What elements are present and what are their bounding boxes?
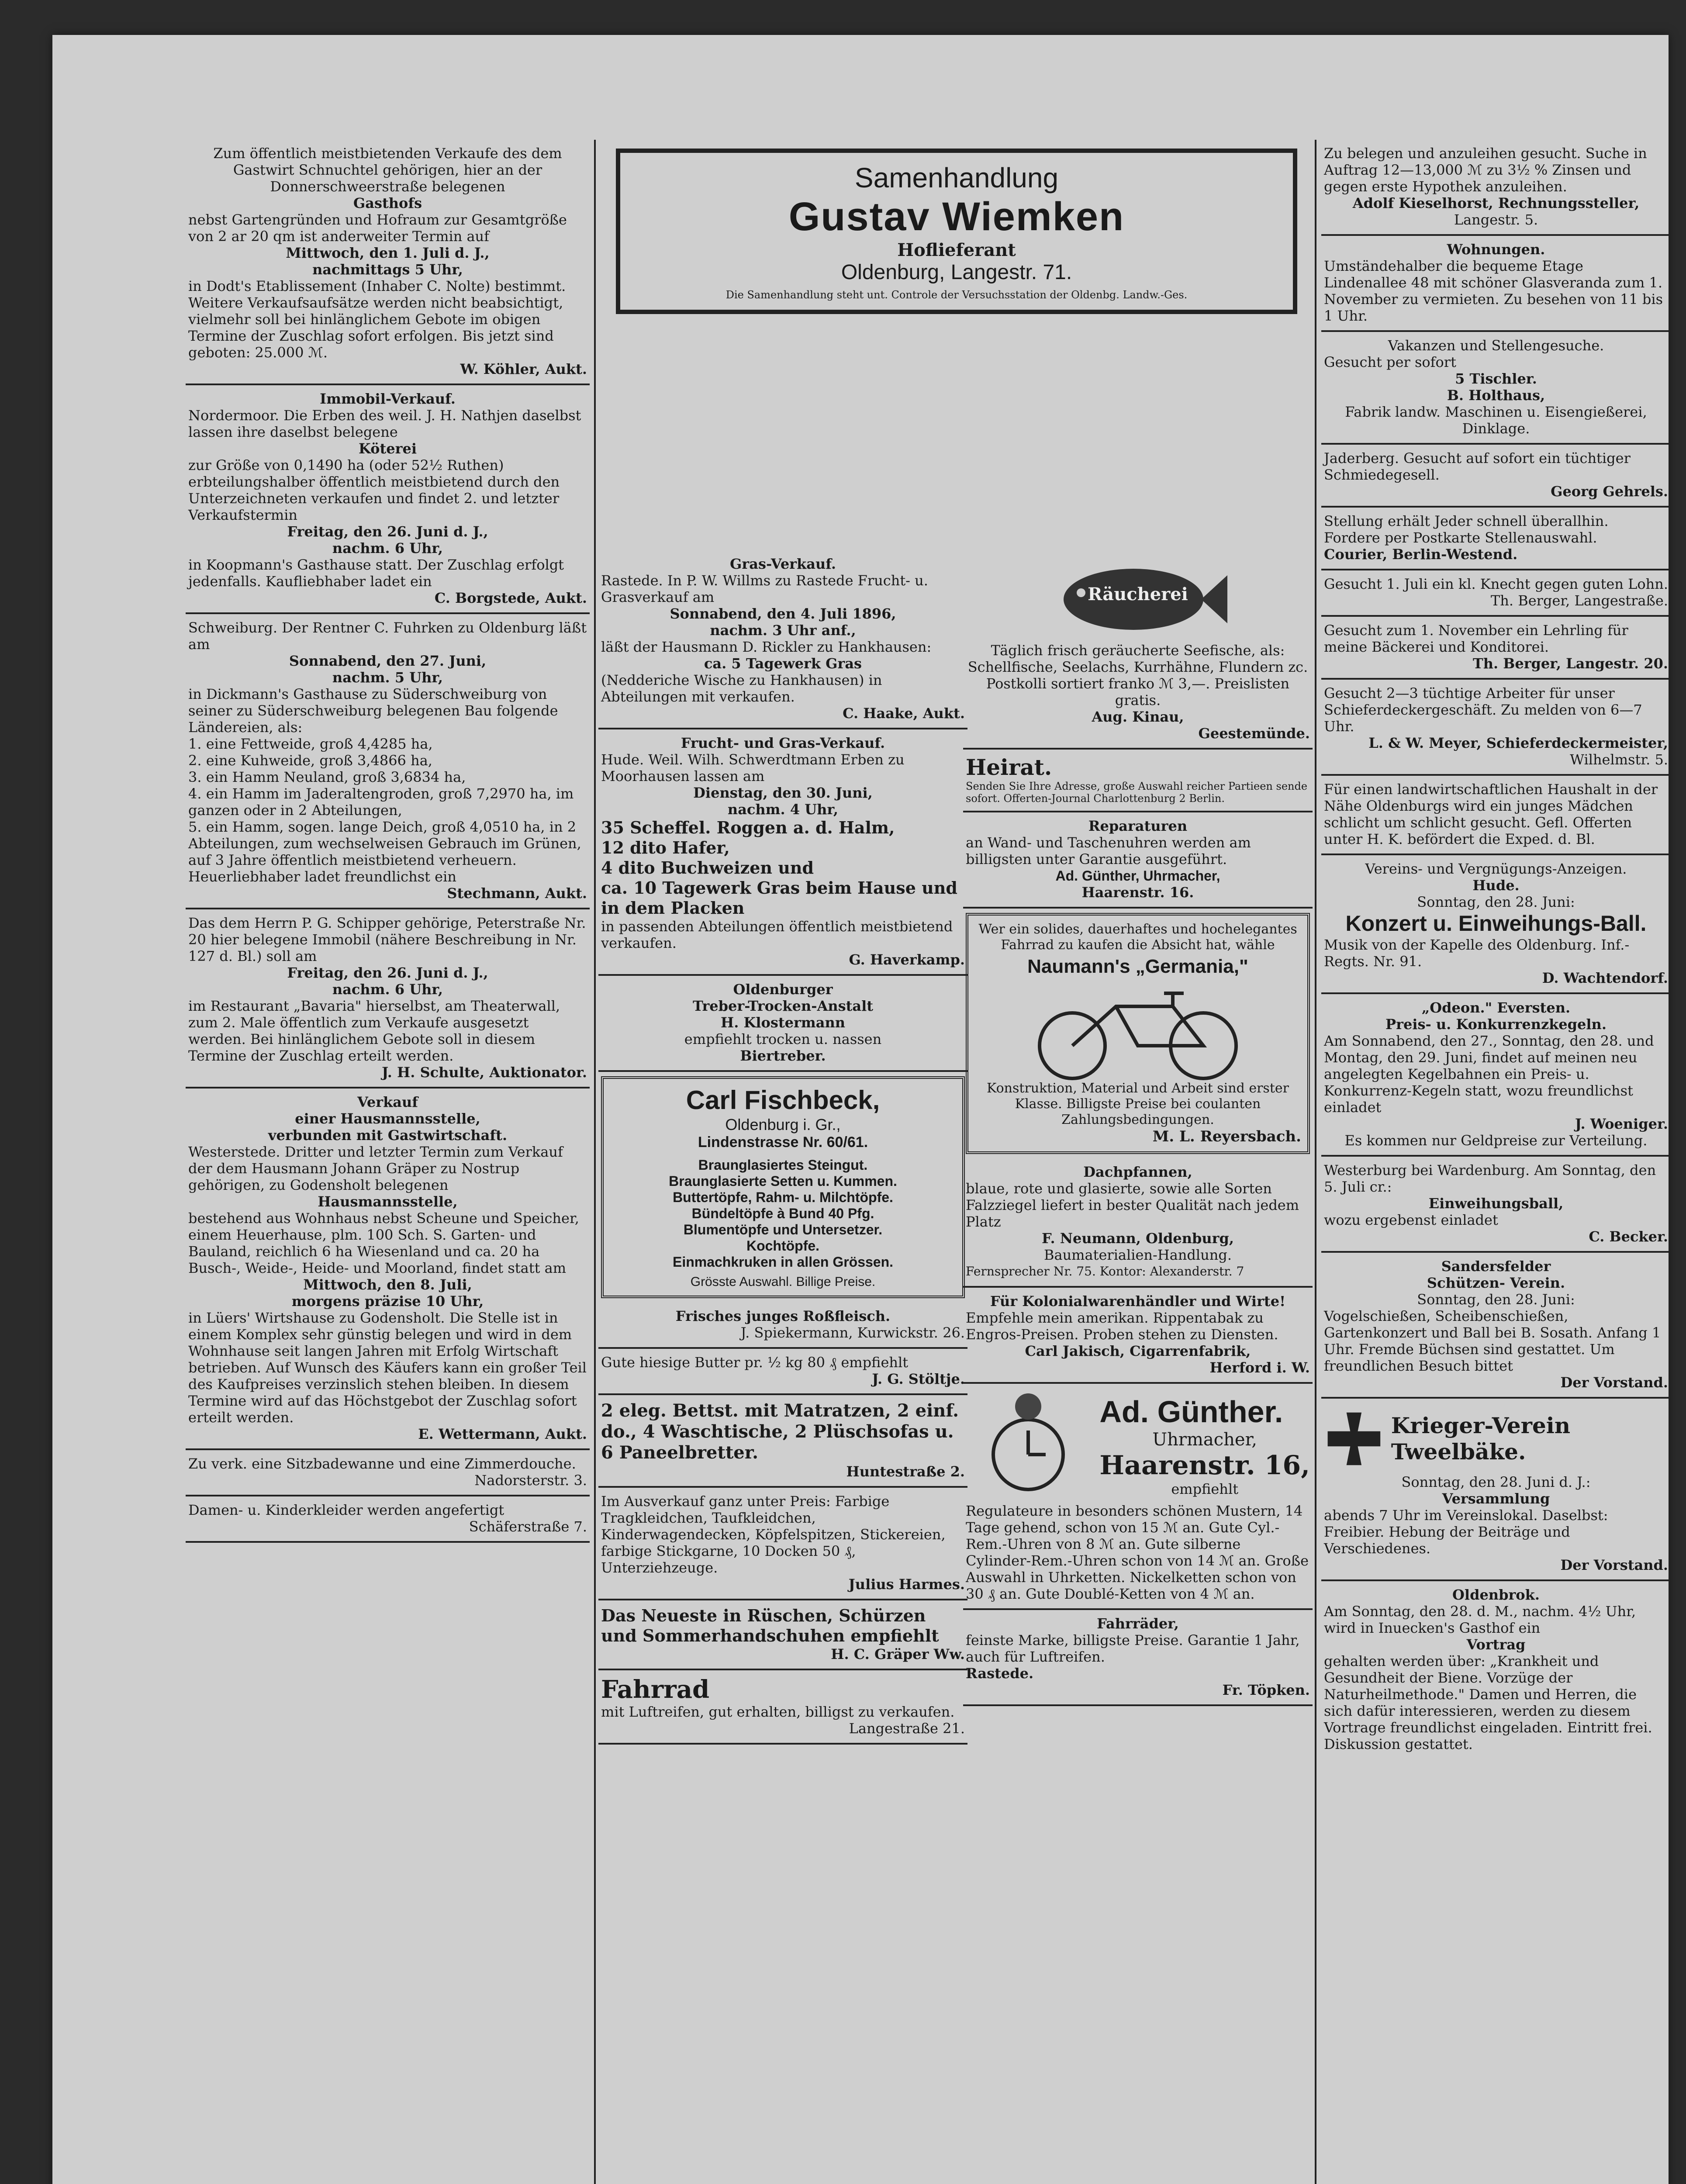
list-item: 1. eine Fettweide, groß 4,4285 ha, <box>188 736 433 752</box>
ad-title: Hude. <box>1472 877 1520 894</box>
ad-immobil <box>186 385 590 614</box>
ad-body: abends 7 Uhr im Vereinslokal. Daselbst: Freibier. Hebung der Beiträge und Verschiedenes. <box>1324 1507 1608 1557</box>
ad-body: (Nedderiche Wische zu Hankhausen) in Abteilungen mit verkaufen. <box>601 672 882 705</box>
ad-subtitle: Baumaterialien-Handlung. <box>1043 1247 1232 1263</box>
ad-sandersfelder <box>1321 1253 1669 1399</box>
ad-signature: J. H. Schulte, Auktionator. <box>382 1064 587 1081</box>
ad-signature: Der Vorstand. <box>1560 1557 1668 1573</box>
ad-body: läßt der Hausmann D. Rickler zu Hankhausen: <box>601 639 932 655</box>
ad-address: Wilhelmstr. 5. <box>1570 751 1668 768</box>
ad-fahrraeder <box>963 1610 1313 1706</box>
ad-body: 2 eleg. Bettst. mit Matratzen, 2 einf. do., 4 Waschtische, 2 Plüschsofas u. 6 Paneelbretter. <box>601 1400 959 1463</box>
ad-address: Lindenstrasse Nr. 60/61. <box>698 1134 868 1151</box>
ad-signature: Ad. Günther, Uhrmacher, <box>1055 868 1220 884</box>
ad-body: gehalten werden über: „Krankheit und Gesundheit der Biene. Vorzüge der Naturheilmethode." Damen und Herren, die sich dafür interessieren, werden zu diesem Vortrage freundlichst eingeladen. Eintritt frei. Diskussion gestattet. <box>1324 1653 1652 1752</box>
ad-signature: C. Borgstede, Aukt. <box>434 590 587 606</box>
ad-title: Ad. Günther. <box>1099 1395 1283 1429</box>
ad-fischbeck <box>601 1076 965 1298</box>
ad-date: Mittwoch, den 1. Juli d. J., <box>286 245 490 261</box>
ad-signature: Aug. Kinau, <box>1092 708 1184 725</box>
ad-title: Wohnungen. <box>1447 241 1545 258</box>
ad-treber <box>598 976 967 1072</box>
ad-schweiburg <box>186 614 590 909</box>
ad-title: Oldenbrok. <box>1452 1586 1540 1603</box>
ad-lehrling <box>1321 617 1669 680</box>
ad-kleider <box>186 1496 590 1543</box>
ad-signature: G. Haverkamp. <box>849 951 965 968</box>
ad-line: Treber-Trocken-Anstalt <box>692 998 874 1014</box>
ad-body: Täglich frisch geräucherte Seefische, als: Schellfische, Seelachs, Kurrhähne, Flundern zc. Postkolli sortiert franko ℳ 3,—. Preislisten gratis. <box>967 642 1308 708</box>
ad-footer: Es kommen nur Geldpreise zur Verteilung. <box>1344 1132 1648 1149</box>
ad-odeon <box>1321 994 1669 1157</box>
ad-body: Am Sonntag, den 28. d. M., nachm. 4½ Uhr, wird in Inuecken's Gasthof ein <box>1324 1603 1636 1636</box>
ad-signature: B. Holthaus, <box>1447 387 1545 404</box>
ad-body: Vogelschießen, Scheibenschießen, Gartenkonzert und Ball bei B. Sosath. Anfang 1 Uhr. Fremde Büchsen sind gestattet. Um freundlichen Besuch bittet <box>1324 1308 1661 1374</box>
ad-signature: F. Neumann, Oldenburg, <box>1041 1230 1234 1247</box>
ad-title: „Odeon." Eversten. <box>1421 999 1571 1016</box>
ad-address: Schäferstraße 7. <box>469 1518 587 1535</box>
ad-hude <box>1321 855 1669 994</box>
ad-body: Umständehalber die bequeme Etage Lindenallee 48 mit schöner Glasveranda zum 1. November zu vermieten. Zu besehen von 11 bis 1 Uhr. <box>1324 258 1663 324</box>
ad-body: Das Neueste in Rüschen, Schürzen und Sommerhandschuhen empfiehlt <box>601 1606 939 1645</box>
ad-highlight: Konzert u. Einweihungs-Ball. <box>1345 911 1647 936</box>
ad-body: Empfehle mein amerikan. Rippentabak zu Engros-Preisen. Proben stehen zu Diensten. <box>966 1310 1278 1343</box>
ad-title: Heirat. <box>966 754 1052 780</box>
ad-body: Das dem Herrn P. G. Schipper gehörige, Peterstraße Nr. 20 hier belegene Immobil (nähere Beschreibung in Nr. 127 d. Bl.) soll am <box>188 915 586 964</box>
ad-signature: Julius Harmes. <box>848 1576 965 1593</box>
ad-heirat <box>963 750 1313 812</box>
ad-date: Dienstag, den 30. Juni, <box>693 784 873 801</box>
ad-highlight: Versammlung <box>1442 1490 1550 1507</box>
ad-line: empfiehlt trocken u. nassen <box>684 1031 882 1047</box>
logo-address: Oldenburg, Langestr. 71. <box>841 261 1072 284</box>
ad-highlight: ca. 5 Tagewerk Gras <box>704 655 862 672</box>
list-item: 4 dito Buchweizen und <box>601 858 814 878</box>
ad-body: Gute hiesige Butter pr. ½ kg 80 ₰ empfiehlt <box>601 1354 909 1371</box>
ad-body: in passenden Abteilungen öffentlich meistbietend verkaufen. <box>601 918 953 951</box>
list-item: 4. ein Hamm im Jaderaltengroden, groß 7,2970 ha, im ganzen oder in 2 Abteilungen, <box>188 785 574 819</box>
ad-intro: Nordermoor. Die Erben des weil. J. H. Nathjen daselbst lassen ihre daselbst belegene <box>188 407 581 440</box>
ad-place: Rastede. <box>966 1665 1034 1682</box>
ad-subtitle: Fabrik landw. Maschinen u. Eisengießerei, Dinklage. <box>1345 404 1647 437</box>
ad-signature: Stechmann, Aukt. <box>447 885 587 902</box>
ad-title: Naumann's „Germania," <box>1027 956 1248 977</box>
ad-date: Freitag, den 26. Juni d. J., <box>287 964 488 981</box>
ad-intro: Zum öffentlich meistbietenden Verkaufe des dem Gastwirt Schnuchtel gehörigen, hier an der Donnerschweerstraße belegenen <box>213 145 562 195</box>
ad-body: blaue, rote und glasierte, sowie alle Sorten Falzziegel liefert in bester Qualität nach jedem Platz <box>966 1180 1299 1230</box>
ad-line: verbunden mit Gastwirtschaft. <box>268 1127 508 1144</box>
ad-signature: J. Spiekermann, Kurwickstr. 26. <box>740 1324 965 1341</box>
fish-label: Räucherei <box>1088 584 1188 605</box>
ad-intro: Schweiburg. Der Rentner C. Fuhrken zu Oldenburg läßt am <box>188 619 587 653</box>
ad-ausverkauf <box>598 1488 967 1600</box>
ad-body: Stellung erhält Jeder schnell überallhin. Fordere per Postkarte Stellenauswahl. <box>1324 513 1609 546</box>
clock-angel-icon <box>980 1389 1076 1503</box>
ad-footer: Grösste Auswahl. Billige Preise. <box>690 1275 876 1289</box>
samenhandlung-logo <box>616 149 1297 314</box>
list-item: Blumentöpfe und Untersetzer. <box>683 1222 883 1237</box>
ad-gras <box>598 550 967 729</box>
ad-time: nachmittags 5 Uhr, <box>312 261 463 278</box>
ad-date: Sonntag, den 28. Juni d. J.: <box>1401 1474 1591 1490</box>
ad-time: nachm. 6 Uhr, <box>332 981 443 998</box>
ad-body: Gesucht per sofort <box>1324 354 1456 370</box>
ad-title: Gasthofs <box>353 195 422 211</box>
ad-title: Fahrrad <box>601 1675 710 1704</box>
ad-signature: M. L. Reyersbach. <box>1152 1128 1301 1145</box>
ad-body: Westerburg bei Wardenburg. Am Sonntag, den 5. Juli cr.: <box>1324 1162 1656 1195</box>
ad-signature: C. Becker. <box>1589 1228 1668 1245</box>
ad-butter <box>598 1349 967 1395</box>
ad-body: Westerstede. Dritter und letzter Termin zum Verkauf der dem Hausmann Johann Gräper zu Nostrup gehörigen, zu Godensholt belegenen <box>188 1144 563 1193</box>
ad-dachpfannen <box>963 1158 1313 1288</box>
ad-title: Krieger-Verein Tweelbäke. <box>1391 1413 1571 1465</box>
ad-address: Nadorsterstr. 3. <box>474 1472 587 1489</box>
ad-body: Gesucht 1. Juli ein kl. Knecht gegen guten Lohn. <box>1324 576 1669 592</box>
section-heading: Vereins- und Vergnügungs-Anzeigen. <box>1365 860 1627 877</box>
ad-highlight: Vortrag <box>1466 1636 1526 1653</box>
logo-role: Hoflieferant <box>897 240 1016 260</box>
ad-gasthof <box>186 140 590 385</box>
ad-body: in Lüers' Wirtshause zu Godensholt. Die Stelle ist in einem Komplex sehr günstig belegen und wird in dem Wohnhause seit langen Jahren mit Erfolg Wirtschaft betrieben. Auf Wunsch des Käufers kann ein großer Teil des Kaufpreises verzinslich stehen bleiben. In diesem Termine wird auf das Höchstgebot der Zuschlag sofort erteilt werden. <box>188 1310 587 1426</box>
ad-hypothek <box>1321 140 1669 236</box>
ad-title: Für Kolonialwarenhändler und Wirte! <box>990 1293 1286 1310</box>
ad-signature: C. Haake, Aukt. <box>843 705 965 722</box>
ad-stellung <box>1321 508 1669 570</box>
ad-line: Biertreber. <box>740 1047 826 1064</box>
list-item: Braunglasiertes Steingut. <box>698 1157 868 1173</box>
ad-title: Reparaturen <box>1088 818 1188 834</box>
column-rule <box>594 140 596 2184</box>
ad-line: empfiehlt <box>1171 1481 1239 1497</box>
ad-city: Herford i. W. <box>1209 1359 1310 1376</box>
ad-line: wozu ergebenst einladet <box>1324 1212 1498 1228</box>
ad-body: Am Sonnabend, den 27., Sonntag, den 28. und Montag, den 29. Juni, findet auf meinen neu angelegten Kegelbahnen ein Preis- u. Konkurrenz-Kegeln statt, wozu freundlichst einladet <box>1324 1033 1654 1116</box>
ad-body: Zu verk. eine Sitzbadewanne und eine Zimmerdouche. <box>188 1455 576 1472</box>
ad-city: Geestemünde. <box>1198 725 1310 742</box>
ad-body: bestehend aus Wohnhaus nebst Scheune und Speicher, einem Heuerhause, plm. 100 Sch. S. Garten- und Bauland, reichlich 6 ha Wiesenland und ca. 20 ha Busch-, Weide-, Heide- und Moorland, findet statt am <box>188 1210 579 1276</box>
ad-body: Im Ausverkauf ganz unter Preis: Farbige Tragkleidchen, Taufkleidchen, Kinderwagendecken, Köpfelspitzen, Stickereien, farbige Stickgarne, 10 Docken 50 ₰, Unterziehzeuge. <box>601 1493 946 1576</box>
ad-body: Regulateure in besonders schönen Mustern, 14 Tage gehend, schon von 15 ℳ an. Gute Cyl.-Rem.-Uhren von 8 ℳ an. Gute silberne Cylinder-Rem.-Uhren schon von 14 ℳ an. Große Auswahl in Uhrketten. Nickelketten schon von 30 ₰ an. Gute Doublé-Ketten von 4 ℳ an. <box>966 1503 1309 1602</box>
ad-signature: E. Wettermann, Aukt. <box>418 1426 587 1442</box>
column-2 <box>598 550 967 1745</box>
ad-subtitle: einer Hausmannsstelle, <box>295 1110 480 1127</box>
ad-kolonial <box>963 1288 1313 1384</box>
ad-signature: Courier, Berlin-Westend. <box>1324 546 1518 563</box>
ad-subtitle: Köterei <box>359 440 417 457</box>
list-item: 12 dito Hafer, <box>601 838 730 857</box>
ad-signature: Georg Gehrels. <box>1551 483 1668 500</box>
ad-body: Frisches junges Roßfleisch. <box>675 1308 891 1324</box>
column-1 <box>186 140 590 1543</box>
ad-date: Sonnabend, den 4. Juli 1896, <box>670 605 896 622</box>
iron-cross-icon <box>1324 1404 1384 1474</box>
samenhandlung-ad <box>598 140 1315 323</box>
list-item: ca. 10 Tagewerk Gras beim Hause und in dem Placken <box>601 878 957 918</box>
ad-frucht <box>598 729 967 976</box>
column-4 <box>1321 140 1669 1759</box>
list-item: Kochtöpfe. <box>746 1238 820 1254</box>
ad-role: Uhrmacher, <box>1152 1430 1258 1450</box>
ad-address: Langestr. 5. <box>1454 211 1538 228</box>
ad-reparaturen <box>963 812 1313 909</box>
ad-title: 5 Tischler. <box>1455 370 1537 387</box>
ad-date: Sonntag, den 28. Juni: <box>1417 1291 1575 1308</box>
ad-fahrrad <box>598 1670 967 1745</box>
ad-address: Langestraße 21. <box>849 1720 965 1737</box>
ad-title: Dachpfannen, <box>1083 1164 1192 1180</box>
ad-title: Schützen- Verein. <box>1427 1275 1565 1291</box>
ad-title: Hausmannsstelle, <box>318 1193 458 1210</box>
ad-address: Haarenstr. 16. <box>1081 884 1194 901</box>
ad-line: Oldenburg i. Gr., <box>725 1116 841 1133</box>
ad-body: Hude. Weil. Wilh. Schwerdtmann Erben zu Moorhausen lassen am <box>601 751 905 784</box>
ad-time: nachm. 6 Uhr, <box>332 540 443 556</box>
ad-contact: Fernsprecher Nr. 75. Kontor: Alexanderstr. 7 <box>966 1264 1244 1279</box>
ad-signature: Carl Jakisch, Cigarrenfabrik, <box>1025 1343 1251 1359</box>
logo-top: Samenhandlung <box>854 162 1059 194</box>
list-item: Einmachkruken in allen Grössen. <box>672 1254 894 1270</box>
ad-body: Wer ein solides, dauerhaftes und hochelegantes Fahrrad zu kaufen die Absicht hat, wähle <box>978 922 1297 953</box>
ad-date: Freitag, den 26. Juni d. J., <box>287 523 488 540</box>
ad-address: Haarenstr. 16, <box>1099 1450 1310 1481</box>
ad-signature: Der Vorstand. <box>1560 1374 1668 1391</box>
list-item: Bündeltöpfe à Bund 40 Pfg. <box>691 1206 874 1221</box>
ad-signature: L. & W. Meyer, Schieferdeckermeister, <box>1368 735 1668 751</box>
ad-body: Zu belegen und anzuleihen gesucht. Suche in Auftrag 12—13,000 ℳ zu 3½ % Zinsen und gegen erste Hypothek anzuleihen. <box>1324 145 1647 195</box>
list-item: Braunglasierte Setten u. Kummen. <box>669 1173 897 1189</box>
ad-date: Sonnabend, den 27. Juni, <box>289 653 487 669</box>
logo-note: Die Samenhandlung steht unt. Controle der Versuchsstation der Oldenbg. Landw.-Ges. <box>726 289 1188 301</box>
ad-body: Gesucht zum 1. November ein Lehrling für meine Bäckerei und Konditorei. <box>1324 622 1628 655</box>
ad-signature: Adolf Kieselhorst, Rechnungssteller, <box>1352 195 1640 211</box>
ad-body: in Dodt's Etablissement (Inhaber C. Nolte) bestimmt. Weitere Verkaufsaufsätze werden nicht beabsichtigt, vielmehr soll bei hinlänglichem Gebote im obigen Termine der Zuschlag sofort erfolgen. Bis jetzt sind geboten: 25.000 ℳ. <box>188 278 566 361</box>
ad-maedchen <box>1321 776 1669 855</box>
ad-arbeiter <box>1321 680 1669 776</box>
ad-body: Gesucht 2—3 tüchtige Arbeiter für unser Schieferdeckergeschäft. Zu melden von 6—7 Uhr. <box>1324 685 1642 735</box>
ad-body: Jaderberg. Gesucht auf sofort ein tüchtiger Schmiedegesell. <box>1324 450 1631 483</box>
ad-title: Carl Fischbeck, <box>686 1085 880 1115</box>
ad-title: Verkauf <box>357 1094 418 1110</box>
list-item: Buttertöpfe, Rahm- u. Milchtöpfe. <box>673 1189 893 1205</box>
ad-raeucherei <box>963 550 1313 750</box>
ad-signature: Th. Berger, Langestraße. <box>1490 592 1668 609</box>
ad-line: Oldenburger <box>733 981 833 998</box>
ad-title: Gras-Verkauf. <box>730 556 836 572</box>
ad-body: auf 3 Jahre öffentlich meistbietend verheuern. Heuerliebhaber ladet freundlichst ein <box>188 852 517 885</box>
ad-body: im Restaurant „Bavaria" hierselbst, am Theaterwall, zum 2. Male öffentlich zum Verkaufe ausgesetzt werden. Bei hinlänglichem Gebote soll in diesem Termine der Zuschlag erteilt werden. <box>188 998 560 1064</box>
ad-highlight: Einweihungsball, <box>1428 1195 1564 1212</box>
ad-bettstellen <box>598 1395 967 1488</box>
ad-body: Für einen landwirtschaftlichen Haushalt in der Nähe Oldenburgs wird ein junges Mädchen schlicht um schlicht gesucht. Gefl. Offerten unter H. K. befördert die Exped. d. Bl. <box>1324 781 1658 847</box>
ad-line: H. Klostermann <box>721 1014 845 1031</box>
ad-body: Senden Sie Ihre Adresse, große Auswahl reicher Partieen sende sofort. Offerten-Journal Charlottenburg 2 Berlin. <box>966 780 1308 805</box>
ad-guenther <box>963 1384 1313 1610</box>
ad-time: nachm. 4 Uhr, <box>727 801 839 818</box>
ad-address: Huntestraße 2. <box>846 1463 965 1480</box>
ad-title: Frucht- und Gras-Verkauf. <box>681 735 885 751</box>
ad-schipper <box>186 909 590 1089</box>
ad-body: mit Luftreifen, gut erhalten, billigst zu verkaufen. <box>601 1704 955 1720</box>
ad-body: Musik von der Kapelle des Oldenburg. Inf.-Regts. Nr. 91. <box>1324 936 1630 970</box>
list-item: 35 Scheffel. Roggen a. d. Halm, <box>601 818 895 837</box>
ad-title: Fahrräder, <box>1097 1615 1179 1632</box>
ad-body: in Dickmann's Gasthause zu Süderschweiburg von seiner zu Süderschweiburg belegenen Bau folgende Ländereien, als: <box>188 686 558 736</box>
ad-date: Sonntag, den 28. Juni: <box>1417 894 1575 910</box>
ad-body: feinste Marke, billigste Preise. Garantie 1 Jahr, auch für Luftreifen. <box>966 1632 1300 1665</box>
list-item: 5. ein Hamm, sogen. lange Deich, groß 4,0510 ha, in 2 Abteilungen, zum wechselweisen Gebrauch im Grünen, <box>188 819 581 852</box>
ad-hausmannsstelle <box>186 1089 590 1450</box>
list-item: 2. eine Kuhweide, groß 3,4866 ha, <box>188 752 432 769</box>
ad-highlight: Preis- u. Konkurrenzkegeln. <box>1385 1016 1607 1033</box>
ad-knecht <box>1321 570 1669 617</box>
ad-time: nachm. 5 Uhr, <box>332 669 443 686</box>
logo-name: Gustav Wiemken <box>788 194 1125 239</box>
ad-body: Rastede. In P. W. Willms zu Rastede Frucht- u. Grasverkauf am <box>601 572 928 605</box>
ad-tischler <box>1321 332 1669 445</box>
column-3 <box>963 550 1313 1706</box>
ad-signature: W. Köhler, Aukt. <box>460 361 587 377</box>
newspaper-page <box>52 35 1669 2184</box>
ad-body: zur Größe von 0,1490 ha (oder 52½ Ruthen) erbteilungshalber öffentlich meistbietend durch den Unterzeichneten verkaufen und findet 2. und letzter Verkaufstermin <box>188 457 560 523</box>
ad-body: Konstruktion, Material und Arbeit sind erster Klasse. Billigste Preise bei coulanten Zahlungsbedingungen. <box>987 1081 1289 1127</box>
ad-time: morgens präzise 10 Uhr, <box>291 1293 484 1310</box>
ad-signature: J. Woeniger. <box>1575 1116 1668 1132</box>
ad-time: nachm. 3 Uhr anf., <box>710 622 856 639</box>
ad-sitzbadewanne <box>186 1450 590 1496</box>
ad-signature: Fr. Töpken. <box>1222 1682 1310 1698</box>
ad-germania <box>966 913 1310 1154</box>
ad-title: Sandersfelder <box>1441 1258 1551 1275</box>
ad-jaderberg <box>1321 445 1669 508</box>
ad-body: Damen- u. Kinderkleider werden angefertigt <box>188 1502 504 1518</box>
ad-rueschen <box>598 1600 967 1670</box>
ad-wohnungen <box>1321 236 1669 332</box>
ad-body: an Wand- und Taschenuhren werden am billigsten unter Garantie ausgeführt. <box>966 834 1251 867</box>
ad-signature: D. Wachtendorf. <box>1542 970 1668 986</box>
ad-title: Immobil-Verkauf. <box>320 390 456 407</box>
section-heading: Vakanzen und Stellengesuche. <box>1388 337 1604 354</box>
ad-rossfleisch <box>598 1303 967 1349</box>
ad-westerburg <box>1321 1157 1669 1253</box>
ad-body: in Koopmann's Gasthause statt. Der Zuschlag erfolgt jedenfalls. Kaufliebhaber ladet ein <box>188 556 564 590</box>
column-rule <box>1315 140 1316 2184</box>
bicycle-icon <box>1016 980 1260 1081</box>
ad-body: nebst Gartengründen und Hofraum zur Gesamtgröße von 2 ar 20 qm ist anderweiter Termin auf <box>188 211 567 245</box>
list-item: 3. ein Hamm Neuland, groß 3,6834 ha, <box>188 769 466 785</box>
ad-signature: Th. Berger, Langestr. 20. <box>1472 655 1668 672</box>
ad-oldenbrok <box>1321 1581 1669 1759</box>
ad-signature: H. C. Gräper Ww. <box>831 1646 965 1662</box>
ad-krieger-verein <box>1321 1399 1669 1581</box>
ad-date: Mittwoch, den 8. Juli, <box>303 1276 472 1293</box>
ad-signature: J. G. Stöltje. <box>872 1371 965 1387</box>
